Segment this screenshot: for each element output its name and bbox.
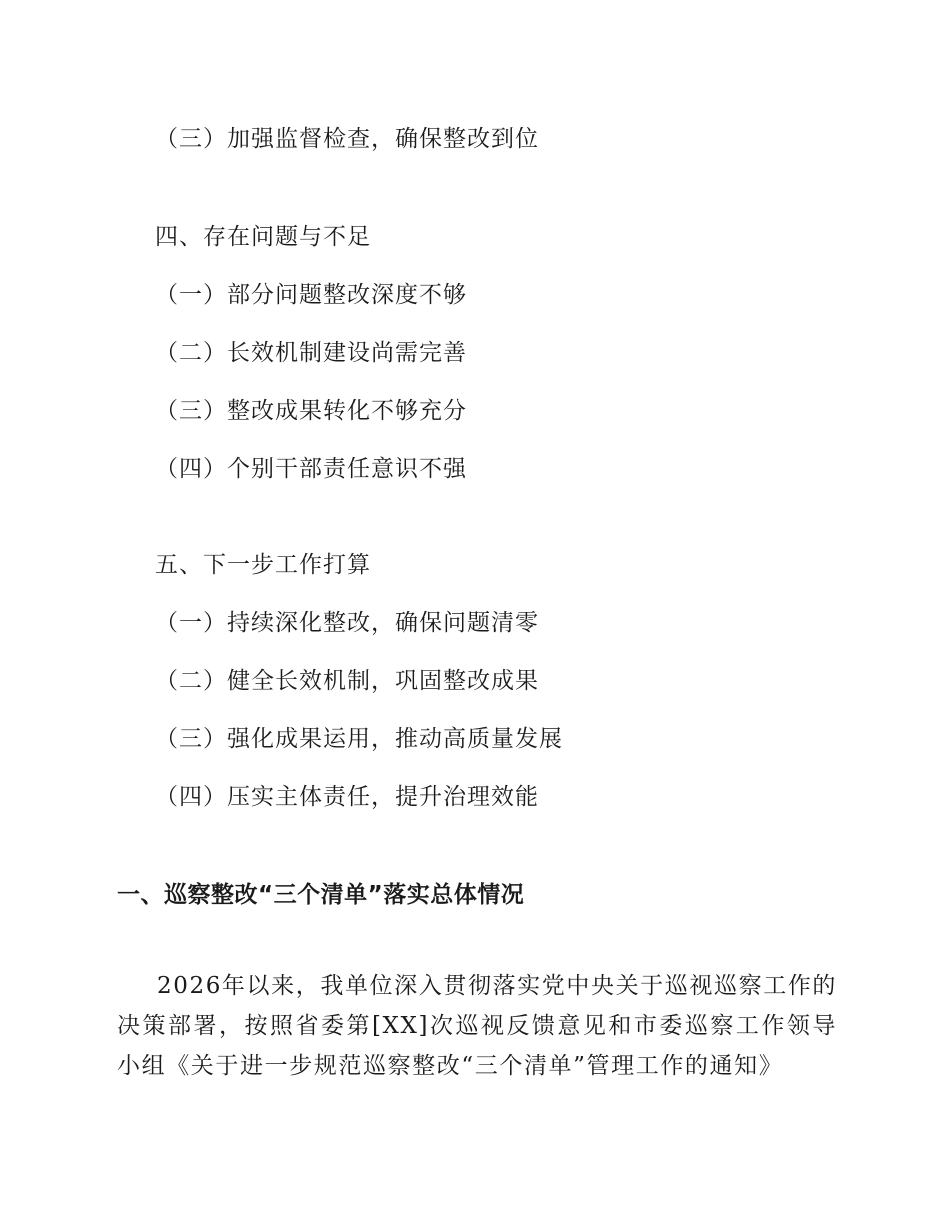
body-paragraph: 2026年以来，我单位深入贯彻落实党中央关于巡视巡察工作的决策部署，按照省委第[XX]次巡视反馈意见和市委巡察工作领导小组《关于进一步规范巡察整改“三个清单”管理工作的通知》	[117, 973, 837, 1079]
outline-item-5-4: （四）压实主体责任，提升治理效能	[155, 784, 539, 810]
outline-item-4-1: （一）部分问题整改深度不够	[155, 282, 467, 308]
outline-item-4-4: （四）个别干部责任意识不强	[155, 456, 467, 482]
outline-item-4-2: （二）长效机制建设尚需完善	[155, 340, 467, 366]
outline-item-3-3: （三）加强监督检查，确保整改到位	[155, 126, 539, 152]
section-5-title: 五、下一步工作打算	[155, 552, 371, 578]
section-4-title: 四、存在问题与不足	[155, 224, 371, 250]
outline-item-4-3: （三）整改成果转化不够充分	[155, 398, 467, 424]
section-heading: 一、巡察整改“三个清单”落实总体情况	[117, 882, 525, 908]
outline-item-5-2: （二）健全长效机制，巩固整改成果	[155, 668, 539, 694]
outline-item-5-3: （三）强化成果运用，推动高质量发展	[155, 726, 563, 752]
outline-item-5-1: （一）持续深化整改，确保问题清零	[155, 610, 539, 636]
